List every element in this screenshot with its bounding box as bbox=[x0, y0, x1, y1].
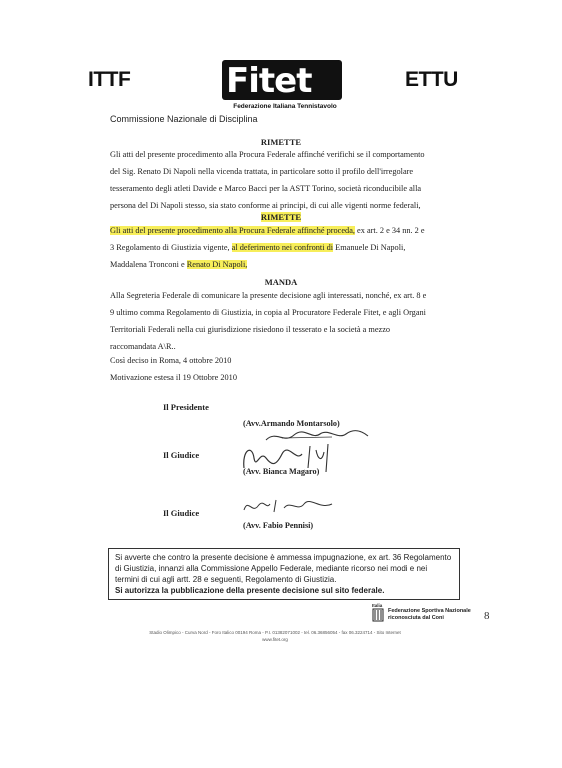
section3-heading: MANDA bbox=[264, 277, 298, 287]
commission-title: Commissione Nazionale di Disciplina bbox=[110, 114, 258, 124]
ettu-logo-text: ETTU bbox=[405, 68, 458, 91]
judge2-signature bbox=[240, 494, 350, 518]
fitet-logo-word: Fitet bbox=[226, 61, 312, 101]
section2-line-2 bbox=[110, 239, 460, 256]
section1-line: Gli atti del presente procedimento alla Procura Federale affinché verifichi se il comportamento bbox=[110, 150, 425, 159]
notice-line: termini di cui agli artt. 28 e seguenti, Regolamento di Giustizia. bbox=[115, 575, 337, 584]
judge1-name: (Avv. Bianca Magaro) bbox=[243, 467, 320, 476]
judge2-name: (Avv. Fabio Pennisi) bbox=[243, 521, 314, 530]
section3-line: Territoriali Federali nella cui giurisdizione risiedono il tesserato e la società a mezzo bbox=[110, 325, 391, 334]
section1-heading: RIMETTE bbox=[260, 137, 302, 147]
president-name: (Avv.Armando Montarsolo) bbox=[243, 419, 340, 428]
section1-line: del Sig. Renato Di Napoli nella vicenda trattata, in particolare sotto il profilo dell'irregolare bbox=[110, 167, 414, 176]
section2-line-2-end: Emanuele Di Napoli, bbox=[333, 243, 406, 252]
highlight-3: Renato Di Napoli, bbox=[186, 260, 248, 269]
section1-line: tesseramento degli atleti Davide e Marco Bacci per la ASTT Torino, società riconducibile alla bbox=[110, 184, 422, 193]
coni-rings-icon bbox=[372, 608, 384, 622]
section3-body bbox=[110, 287, 460, 355]
closing-block bbox=[110, 352, 460, 386]
section3-line: Alla Segreteria Federale di comunicare la presente decisione agli interessati, nonché, ex art. 8 e bbox=[110, 291, 427, 300]
president-role: Il Presidente bbox=[163, 402, 209, 412]
section2-line-2-start: 3 Regolamento di Giustizia vigente, bbox=[110, 243, 232, 252]
judge1-role: Il Giudice bbox=[163, 450, 200, 460]
fitet-logo-subtitle: Federazione Italiana Tennistavolo bbox=[233, 103, 337, 110]
section2-line-1 bbox=[110, 222, 460, 239]
section2-heading-highlight: RIMETTE bbox=[260, 212, 302, 222]
fitet-logo bbox=[222, 60, 342, 116]
coni-text-1: Federazione Sportiva Nazionale bbox=[388, 608, 471, 614]
publication-authorization: Si autorizza la pubblicazione della presente decisione sul sito federale. bbox=[115, 586, 385, 595]
notice-line: Si avverte che contro la presente decisione è ammessa impugnazione, ex art. 36 Regolamento bbox=[115, 553, 452, 562]
section2-line-1-rest: ex art. 2 e 34 nn. 2 e bbox=[354, 226, 425, 235]
section2-line-3 bbox=[110, 256, 460, 273]
section2-heading bbox=[0, 212, 562, 222]
coni-text-2: riconosciuta dal Coni bbox=[388, 615, 444, 621]
section3-line: raccomandata A\R.. bbox=[110, 342, 176, 351]
motivation-date: Motivazione estesa il 19 Ottobre 2010 bbox=[110, 373, 237, 382]
notice-line: di Giustizia, innanzi alla Commissione Appello Federale, mediante ricorso nei modi e nei bbox=[115, 564, 428, 573]
section2-body bbox=[110, 222, 460, 273]
section1-line: persona del Di Napoli stesso, sia stato conforme ai principi, di cui alle vigenti norme federali, bbox=[110, 201, 421, 210]
section1-body bbox=[110, 146, 460, 214]
place-date: Così deciso in Roma, 4 ottobre 2010 bbox=[110, 356, 232, 365]
coni-badge bbox=[372, 602, 482, 626]
section3-line: 9 ultimo comma Regolamento di Giustizia, in copia al Procuratore Federale Fitet, e agli Organi bbox=[110, 308, 426, 317]
highlight-2: al deferimento nei confronti di bbox=[231, 243, 334, 252]
footer-website: www.fitet.org bbox=[262, 637, 288, 642]
judge2-role: Il Giudice bbox=[163, 508, 200, 518]
footer-address: Stadio Olimpico - Curva Nord - Foro Italico 00194 Roma - P.I. 01382071002 - tel. 06.36856054 - fax 06.3224714 - Sito Internet bbox=[149, 630, 401, 635]
section2-line-3-start: Maddalena Tronconi e bbox=[110, 260, 187, 269]
coni-country: Italia bbox=[372, 603, 383, 608]
highlight-1: Gli atti del presente procedimento alla Procura Federale affinché proceda, bbox=[110, 226, 355, 235]
page-number: 8 bbox=[484, 610, 490, 622]
appeal-notice-box bbox=[108, 548, 460, 600]
ittf-logo-text: ITTF bbox=[88, 68, 131, 91]
